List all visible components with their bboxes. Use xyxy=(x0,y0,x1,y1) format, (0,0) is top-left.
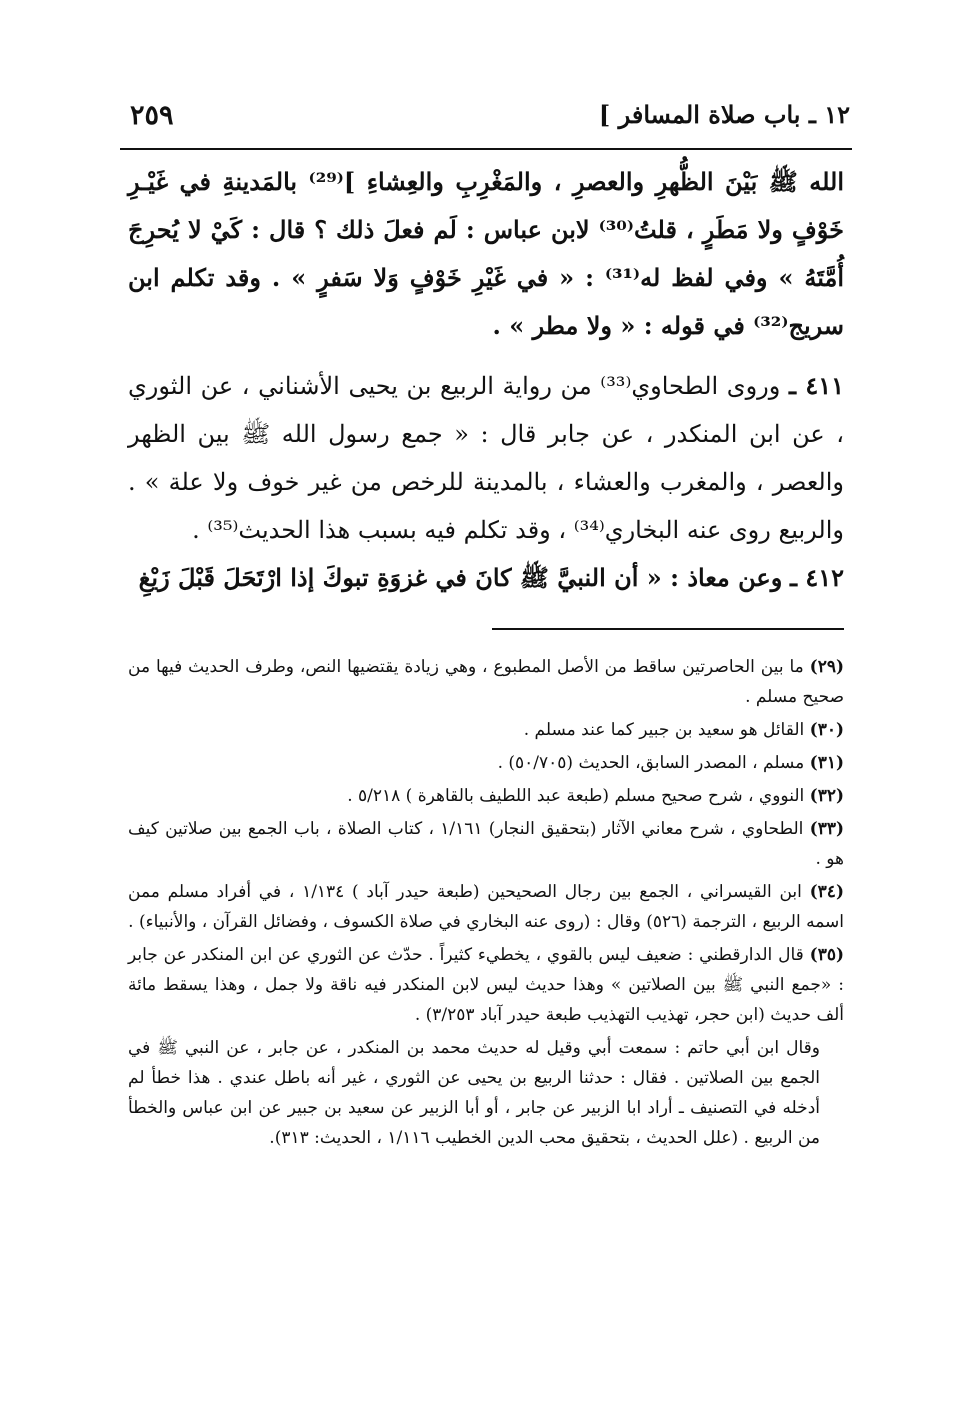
paragraph-text: وعن معاذ : « أن النبيَّ ﷺ كانَ في غزوَةِ تبوكَ إذا ارْتَحَلَ قَبْلَ زَيْغِ xyxy=(138,563,783,592)
footnote-29 xyxy=(128,652,844,712)
footnote-text: ما بين الحاصرتين ساقط من الأصل المطبوع ، وهي زيادة يقتضيها النص، وطرف الحديث فيها من صحيح مسلم . xyxy=(128,657,844,707)
footnote-number: (٣١) xyxy=(809,753,844,773)
footnote-number: (٢٩) xyxy=(809,657,845,677)
paragraph-text: الله ﷺ بَيْنَ الظُّهرِ والعصرِ ، والمَغْرِبِ والعِشاءِ ]⁽²⁹⁾ بالمَدينةِ في غَيْـرِ خَوْفٍ ولا مَطَرٍ ، قلتُ⁽³⁰⁾ لابن عباس : لَم فعلَ ذلك ؟ قال : كَيْ لا يُحرِجَ أُمَّتَهُ » وفي لفظ له⁽³¹⁾ : « في غَيْرِ خَوْفٍ وَلا سَفرٍ » . وقد تكلم ابن سريج⁽³²⁾ في قوله : « ولا مطر » . xyxy=(128,167,844,340)
footnote-31 xyxy=(128,748,844,778)
footnote-number: (٣٤) xyxy=(809,882,844,902)
footnote-35-continued xyxy=(128,1033,844,1153)
paragraph-412 xyxy=(128,554,844,602)
footnote-text: مسلم ، المصدر السابق، الحديث (٥٠/٧٠٥) . xyxy=(497,753,805,773)
footnote-number: (٣٠) xyxy=(809,720,844,740)
page-header xyxy=(120,96,850,136)
footnote-text: القائل هو سعيد بن جبير كما عند مسلم . xyxy=(523,720,805,740)
footnote-number: (٣٣) xyxy=(809,819,844,839)
footnote-text: ابن القيسراني ، الجمع بين رجال الصحيحين (طبعة حيدر آباد ) ١/١٣٤ ، في أفراد مسلم ممن اسمه الربيع ، الترجمة (٥٢٦) وقال : (روى عنه البخاري في صلاة الكسوف ، وفضائل القرآن ، والأنبياء) . xyxy=(128,882,844,932)
footnote-text: قال الدارقطني : ضعيف ليس بالقوي ، يخطيء كثيراً . حدّث عن الثوري عن ابن المنكدر عن جابر : «جمع النبي ﷺ بين الصلاتين » وهذا حديث ليس لابن المنكدر فيه ناقة ولا جمل ، وهذا يسقط مائة ألف حديث (ابن حجر، تهذيب التهذيب طبعة حيدر آباد ٣/٢٥٣) . xyxy=(128,945,844,1025)
footnote-text: النووي ، شرح صحيح مسلم (طبعة عبد اللطيف بالقاهرة ) ٥/٢١٨ . xyxy=(347,786,805,806)
footnote-separator xyxy=(492,628,844,630)
footnote-32 xyxy=(128,781,844,811)
footnote-30 xyxy=(128,715,844,745)
footnote-text: وقال ابن أبي حاتم : سمعت أبي وقيل له حديث محمد بن المنكدر ، عن جابر ، عن النبي ﷺ في الجمع بين الصلاتين . فقال : حدثنا الربيع بن يحيى عن الثوري ، غير أنه باطل عندي . هذا خطأ لم أدخله في التصنيف ـ أراد ابا الزبير عن جابر ، أو أبا الزبير عن سعيد بن جبير عن ابن عباس والخطأ من الربيع . (علل الحديث ، بتحقيق محب الدين الخطيب ١/١١٦ ، الحديث: ٣١٣). xyxy=(128,1038,820,1148)
footnote-text: الطحاوي ، شرح معاني الآثار (بتحقيق النجار) ١/١٦١ ، كتاب الصلاة ، باب الجمع بين صلاتين كيف هو . xyxy=(128,819,844,869)
paragraph-number: ٤١١ ـ xyxy=(788,371,844,400)
footnote-34 xyxy=(128,877,844,937)
main-text xyxy=(128,158,844,602)
footnote-33 xyxy=(128,814,844,874)
paragraph-number: ٤١٢ ـ xyxy=(789,563,844,592)
paragraph-text: وروى الطحاوي⁽³³⁾ من رواية الربيع بن يحيى الأشناني ، عن الثوري ، عن ابن المنكدر ، عن جابر قال : « جمع رسول الله ﷺ بين الظهر والعصر ، والمغرب والعشاء ، بالمدينة للرخص من غير خوف ولا علة » . والربيع روى عنه البخاري⁽³⁴⁾ ، وقد تكلم فيه بسبب هذا الحديث⁽³⁵⁾ . xyxy=(128,372,845,544)
footnote-number: (٣٥) xyxy=(809,945,845,965)
footnotes xyxy=(128,652,844,1153)
header-rule xyxy=(120,148,852,150)
footnote-number: (٣٢) xyxy=(809,786,844,806)
footnote-35 xyxy=(128,940,844,1030)
page-number: ٢٥٩ xyxy=(130,100,174,131)
running-chapter-title: ١٢ ـ باب صلاة المسافر ] xyxy=(598,100,850,129)
paragraph-411 xyxy=(128,362,844,554)
paragraph-continued xyxy=(128,158,844,350)
